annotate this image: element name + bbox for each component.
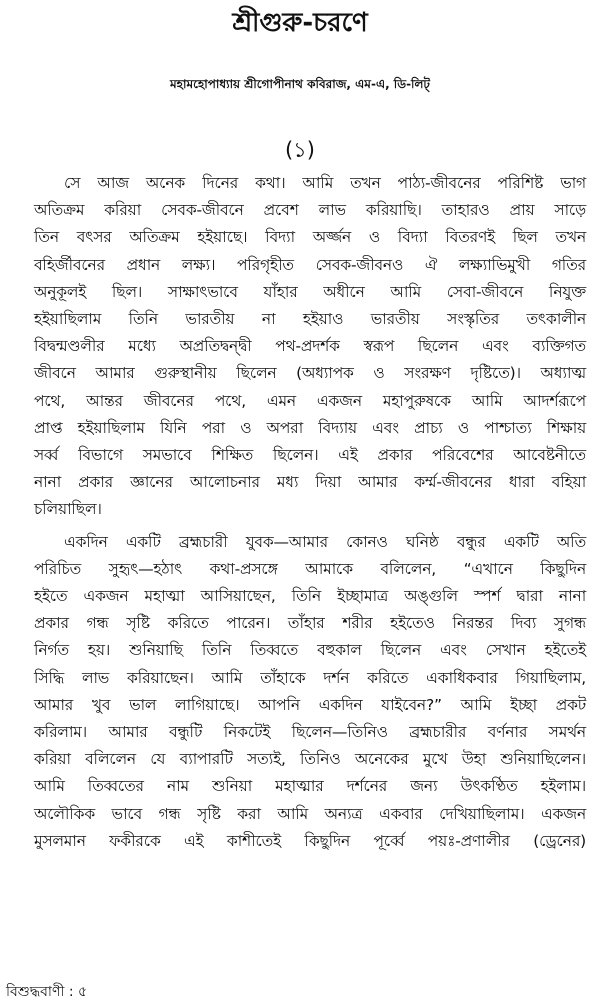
text-line: করিয়া বলিলেন যে ব্যাপারটি সত্যই, তিনিও অনেকের মুখে উহা শুনিয়াছিলেন। <box>34 750 586 769</box>
text-line: অনুকূলই ছিল। সাক্ষাৎভাবে যাঁহার অধীনে আমি সেবা-জীবনে নিযুক্ত <box>34 282 586 301</box>
text-line: একদিন একটি ব্রহ্মচারী যুবক—আমার কোনও ঘনিষ্ঠ বন্ধুর একটি অতি <box>64 532 586 551</box>
text-line: পরিচিত সুহৃৎ—হঠাৎ কথা-প্রসঙ্গে আমাকে বলিলেন, “এখানে কিছুদিন <box>34 559 586 578</box>
page-title: শ্রীগুরু-চরণে <box>232 8 368 38</box>
section-number: (১) <box>284 138 315 162</box>
text-line: নানা প্রকার জ্ঞানের আলোচনার মধ্য দিয়া আমার কর্ম্ম-জীবনের ধারা বহিয়া <box>34 473 586 492</box>
text-line: অলৌকিক ভাবে গন্ধ সৃষ্টি করা আমি অন্যত্র একবার দেখিয়াছিলাম। একজন <box>34 804 586 823</box>
text-line: হইতে একজন মহাত্মা আসিয়াছেন, তিনি ইচ্ছামাত্র অঙ্গুলি স্পর্শ দ্বারা নানা <box>34 587 586 606</box>
text-line: চলিয়াছিল। <box>34 500 102 519</box>
text-line: বহির্জীবনের প্রধান লক্ষ্য। পরিগৃহীত সেবক-জীবনও ঐ লক্ষ্যাভিমুখী গতির <box>34 255 586 274</box>
text-line: সে আজ অনেক দিনের কথা। আমি তখন পাঠ্য-জীবনের পরিশিষ্ট ভাগ <box>64 174 586 192</box>
text-line: আমি তিব্বতের নাম শুনিয়া মহাত্মার দর্শনের জন্য উৎকণ্ঠিত হইলাম। <box>34 777 586 796</box>
text-line: নির্গত হয়। শুনিয়াছি তিনি তিব্বতে বহুকাল ছিলেন এবং সেখান হইতেই <box>34 641 586 660</box>
page-footer: বিশুদ্ধবাণী : ৫ <box>6 984 88 1000</box>
text-line: জীবনে আমার গুরুস্থানীয় ছিলেন (অধ্যাপক ও সংরক্ষণ দৃষ্টিতে)। অধ্যাত্ম <box>34 364 586 383</box>
text-line: বিদ্বন্মণ্ডলীর মধ্যে অপ্রতিদ্বন্দ্বী পথ-প্রদর্শক স্বরূপ ছিলেন এবং ব্যক্তিগত <box>34 337 586 356</box>
text-line: প্রাপ্ত হইয়াছিলাম যিনি পরা ও অপরা বিদ্যায় এবং প্রাচ্য ও পাশ্চাত্য শিক্ষায় <box>34 418 586 437</box>
text-line: তিন বৎসর অতিক্রম হইয়াছে। বিদ্যা অর্জ্জন ও বিদ্যা বিতরণই ছিল তখন <box>34 228 586 247</box>
text-line: সর্ব্ব বিভাগে সমভাবে শিক্ষিত ছিলেন। এই প্রকার পরিবেশের আবেষ্টনীতে <box>34 446 586 465</box>
text-line: পথে, আন্তর জীবনের পথে, এমন একজন মহাপুরুষকে আমি আদর্শরূপে <box>34 391 586 410</box>
author-line: মহামহোপাধ্যায় শ্রীগোপীনাথ কবিরাজ, এম-এ, ডি-লিট্ <box>170 77 430 91</box>
text-line: সিদ্ধি লাভ করিয়াছেন। আমি তাঁহাকে দর্শন করিতে একাধিকবার গিয়াছিলাম, <box>34 668 586 687</box>
text-line: প্রকার গন্ধ সৃষ্টি করিতে পারেন। তাঁহার শরীর হইতেও নিরন্তর দিব্য সুগন্ধ <box>34 614 586 633</box>
paragraph-1 <box>34 170 586 524</box>
text-line: হইয়াছিলাম তিনি ভারতীয় না হইয়াও ভারতীয় সংস্কৃতির তৎকালীন <box>34 310 586 329</box>
text-line: করিলাম। আমার বন্ধুটি নিকটেই ছিলেন—তিনিও ব্রহ্মচারীর বর্ণনার সমর্থন <box>34 723 586 742</box>
paragraph-2 <box>34 529 586 855</box>
text-line: মুসলমান ফকীরকে এই কাশীতেই কিছুদিন পূর্ব্বে পয়ঃ-প্রণালীর (ড্রেনের) <box>34 831 586 850</box>
text-line: আমার খুব ভাল লাগিয়াছে। আপনি একদিন যাইবেন?” আমি ইচ্ছা প্রকট <box>34 695 586 714</box>
text-line: অতিক্রম করিয়া সেবক-জীবনে প্রবেশ লাভ করিয়াছি। তাহারও প্রায় সাড়ে <box>34 201 586 220</box>
body-text <box>34 170 586 860</box>
